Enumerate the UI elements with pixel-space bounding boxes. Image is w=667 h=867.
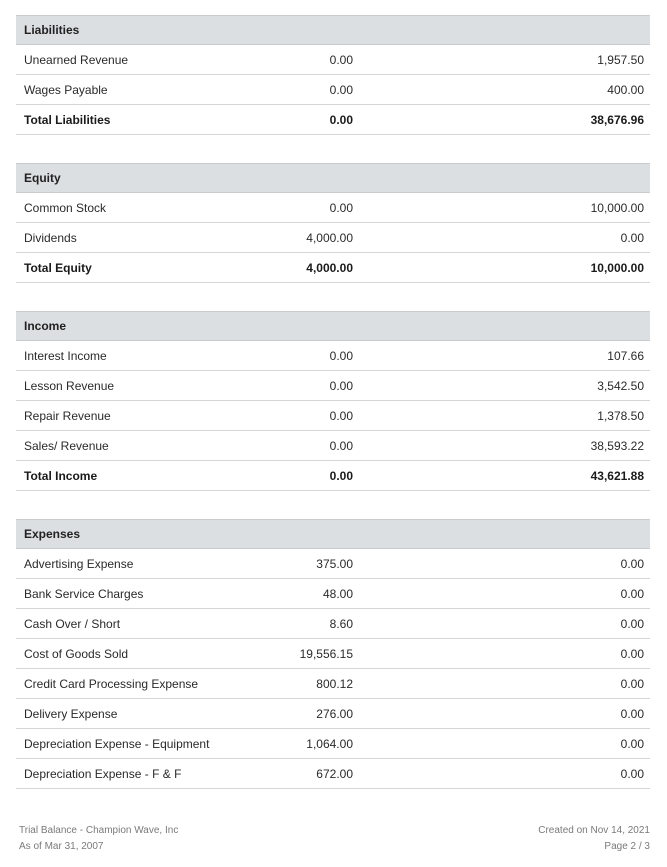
page-number: Page 2 / 3 xyxy=(604,840,650,852)
table-row xyxy=(16,45,650,75)
debit-value: 0.00 xyxy=(329,348,353,363)
account-name: Sales/ Revenue xyxy=(24,438,109,453)
account-name: Wages Payable xyxy=(24,82,108,97)
table-row xyxy=(16,669,650,699)
account-name: Depreciation Expense - Equipment xyxy=(24,736,210,751)
total-row xyxy=(16,461,650,491)
section-header: Income xyxy=(16,311,650,341)
total-row xyxy=(16,253,650,283)
table-row xyxy=(16,609,650,639)
total-debit: 0.00 xyxy=(329,112,353,127)
table-row xyxy=(16,193,650,223)
account-name: Cost of Goods Sold xyxy=(24,646,129,661)
total-credit: 38,676.96 xyxy=(590,112,644,127)
table-row xyxy=(16,431,650,461)
table-row xyxy=(16,341,650,371)
debit-value: 375.00 xyxy=(316,556,353,571)
credit-value: 0.00 xyxy=(620,676,644,691)
created-date: Created on Nov 14, 2021 xyxy=(538,824,650,836)
credit-value: 3,542.50 xyxy=(597,378,644,393)
debit-value: 672.00 xyxy=(316,766,353,781)
table-row xyxy=(16,223,650,253)
total-debit: 0.00 xyxy=(329,468,353,483)
debit-value: 0.00 xyxy=(329,408,353,423)
as-of-date: As of Mar 31, 2007 xyxy=(19,840,104,852)
credit-value: 0.00 xyxy=(620,556,644,571)
section-header: Equity xyxy=(16,163,650,193)
debit-value: 0.00 xyxy=(329,438,353,453)
credit-value: 0.00 xyxy=(620,646,644,661)
total-row xyxy=(16,105,650,135)
table-row xyxy=(16,759,650,789)
section-header: Liabilities xyxy=(16,15,650,45)
account-name: Interest Income xyxy=(24,348,107,363)
account-name: Depreciation Expense - F & F xyxy=(24,766,182,781)
debit-value: 1,064.00 xyxy=(306,736,353,751)
credit-value: 10,000.00 xyxy=(590,200,644,215)
credit-value: 400.00 xyxy=(607,82,644,97)
credit-value: 1,378.50 xyxy=(597,408,644,423)
total-label: Total Equity xyxy=(24,260,92,275)
debit-value: 800.12 xyxy=(316,676,353,691)
debit-value: 0.00 xyxy=(329,378,353,393)
account-name: Cash Over / Short xyxy=(24,616,121,631)
credit-value: 0.00 xyxy=(620,230,644,245)
table-row xyxy=(16,579,650,609)
total-credit: 43,621.88 xyxy=(590,468,644,483)
report-title: Trial Balance - Champion Wave, Inc xyxy=(19,824,179,836)
section-liabilities xyxy=(16,15,650,135)
table-row xyxy=(16,639,650,669)
total-credit: 10,000.00 xyxy=(590,260,644,275)
table-row xyxy=(16,699,650,729)
account-name: Common Stock xyxy=(24,200,107,215)
account-name: Repair Revenue xyxy=(24,408,111,423)
credit-value: 1,957.50 xyxy=(597,52,644,67)
credit-value: 0.00 xyxy=(620,736,644,751)
debit-value: 4,000.00 xyxy=(306,230,353,245)
page-footer xyxy=(19,822,650,854)
account-name: Unearned Revenue xyxy=(24,52,129,67)
debit-value: 0.00 xyxy=(329,82,353,97)
debit-value: 276.00 xyxy=(316,706,353,721)
section-equity xyxy=(16,163,650,283)
credit-value: 0.00 xyxy=(620,616,644,631)
credit-value: 0.00 xyxy=(620,766,644,781)
total-label: Total Income xyxy=(24,468,98,483)
debit-value: 19,556.15 xyxy=(299,646,353,661)
table-row xyxy=(16,371,650,401)
credit-value: 0.00 xyxy=(620,586,644,601)
debit-value: 0.00 xyxy=(329,200,353,215)
account-name: Dividends xyxy=(24,230,77,245)
debit-value: 0.00 xyxy=(329,52,353,67)
table-row xyxy=(16,729,650,759)
account-name: Credit Card Processing Expense xyxy=(24,676,199,691)
total-debit: 4,000.00 xyxy=(306,260,353,275)
credit-value: 38,593.22 xyxy=(590,438,644,453)
credit-value: 107.66 xyxy=(607,348,644,363)
account-name: Lesson Revenue xyxy=(24,378,115,393)
total-label: Total Liabilities xyxy=(24,112,111,127)
credit-value: 0.00 xyxy=(620,706,644,721)
section-income xyxy=(16,311,650,491)
debit-value: 8.60 xyxy=(329,616,353,631)
table-row xyxy=(16,549,650,579)
table-row xyxy=(16,75,650,105)
account-name: Bank Service Charges xyxy=(24,586,144,601)
section-header: Expenses xyxy=(16,519,650,549)
account-name: Delivery Expense xyxy=(24,706,118,721)
table-row xyxy=(16,401,650,431)
account-name: Advertising Expense xyxy=(24,556,134,571)
section-expenses xyxy=(16,519,650,789)
debit-value: 48.00 xyxy=(322,586,353,601)
